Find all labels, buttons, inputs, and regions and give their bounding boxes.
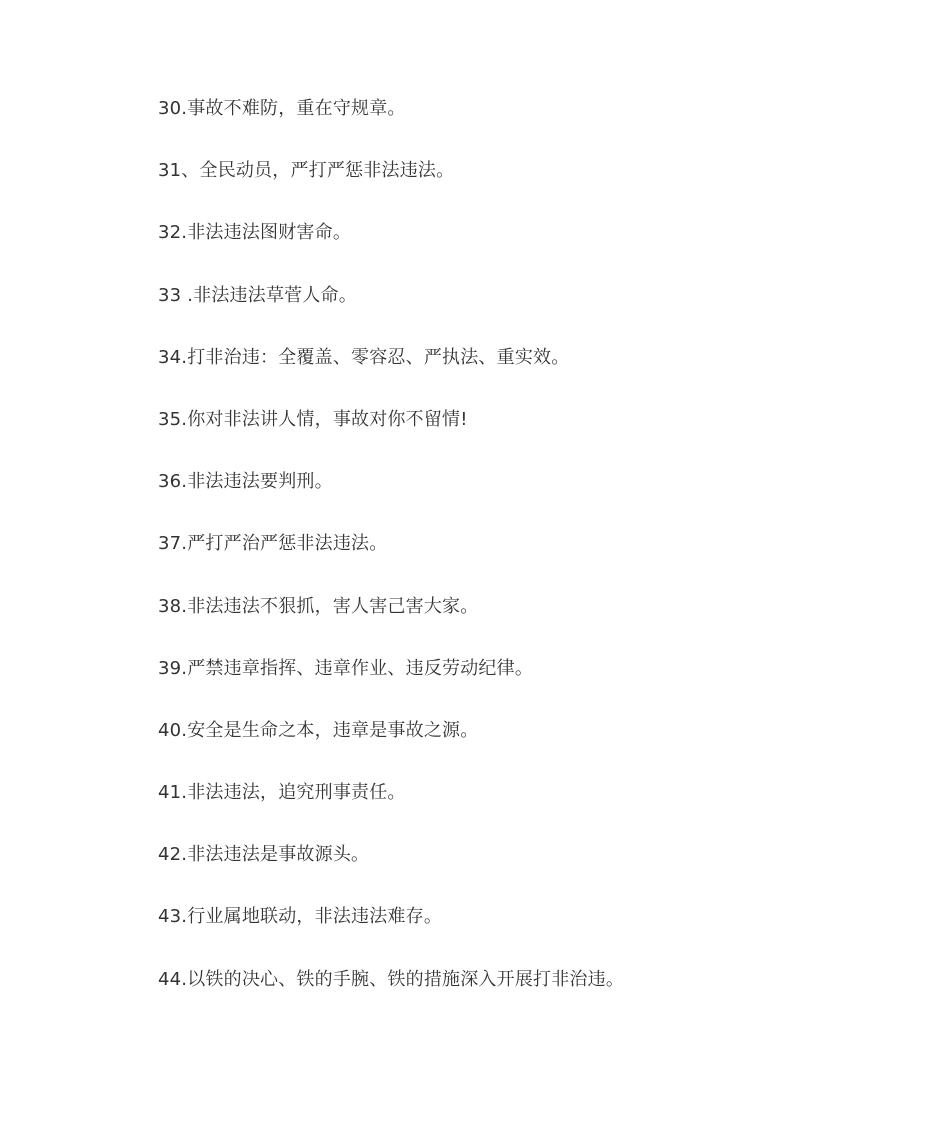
slogan-line-41: 41.非法违法，追究刑事责任。 <box>158 782 406 804</box>
slogan-line-43: 43.行业属地联动，非法违法难存。 <box>158 906 443 928</box>
slogan-line-31: 31、全民动员，严打严惩非法违法。 <box>158 160 455 182</box>
slogan-line-37: 37.严打严治严惩非法违法。 <box>158 533 388 555</box>
slogan-line-30: 30.事故不难防，重在守规章。 <box>158 98 406 119</box>
slogan-list <box>158 96 624 1029</box>
slogan-line-40: 40.安全是生命之本，违章是事故之源。 <box>158 719 479 741</box>
slogan-line-35: 35.你对非法讲人情，事故对你不留情! <box>158 408 468 430</box>
slogan-line-33: 33 .非法违法草菅人命。 <box>158 284 357 306</box>
slogan-line-42: 42.非法违法是事故源头。 <box>158 844 370 866</box>
slogan-line-36: 36.非法违法要判刑。 <box>158 471 333 493</box>
slogan-line-38: 38.非法违法不狠抓，害人害己害大家。 <box>158 595 479 617</box>
slogan-line-32: 32.非法违法图财害命。 <box>158 222 352 244</box>
slogan-line-34: 34.打非治违：全覆盖、零容忍、严执法、重实效。 <box>158 346 570 368</box>
slogan-line-39: 39.严禁违章指挥、违章作业、违反劳动纪律。 <box>158 657 534 679</box>
slogan-line-44: 44.以铁的决心、铁的手腕、铁的措施深入开展打非治违。 <box>158 968 625 990</box>
